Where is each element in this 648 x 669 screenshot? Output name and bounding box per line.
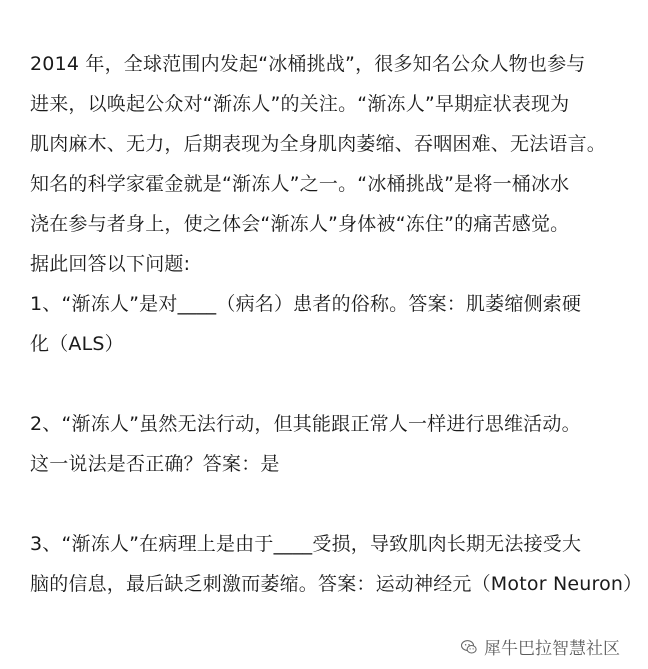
document-body xyxy=(30,44,643,604)
wechat-icon xyxy=(460,638,478,656)
paragraph-line: 进来，以唤起公众对“渐冻人”的关注。“渐冻人”早期症状表现为 xyxy=(30,93,570,115)
blank-line xyxy=(30,484,630,524)
question-2-continued: 这一说法是否正确？答案：是 xyxy=(30,453,280,475)
question-3-continued: 脑的信息，最后缺乏刺激而萎缩。答案：运动神经元（Motor Neuron） xyxy=(30,573,643,595)
question-2: 2、“渐冻人”虽然无法行动，但其能跟正常人一样进行思维活动。 xyxy=(30,413,581,435)
watermark-text: 犀牛巴拉智慧社区 xyxy=(484,639,620,659)
paragraph-line: 知名的科学家霍金就是“渐冻人”之一。“冰桶挑战”是将一桶冰水 xyxy=(30,173,570,195)
watermark xyxy=(460,634,620,659)
question-intro: 据此回答以下问题: xyxy=(30,253,191,275)
question-1-continued: 化（ALS） xyxy=(30,333,124,355)
paragraph-line: 浇在参与者身上，使之体会“渐冻人”身体被“冻住”的痛苦感觉。 xyxy=(30,213,570,235)
question-3: 3、“渐冻人”在病理上是由于____受损，导致肌肉长期无法接受大 xyxy=(30,533,582,555)
question-1: 1、“渐冻人”是对____（病名）患者的俗称。答案：肌萎缩侧索硬 xyxy=(30,293,582,315)
blank-line xyxy=(30,364,630,404)
paragraph-line: 2014 年，全球范围内发起“冰桶挑战”，很多知名公众人物也参与 xyxy=(30,53,586,75)
paragraph-line: 肌肉麻木、无力，后期表现为全身肌肉萎缩、吞咽困难、无法语言。 xyxy=(30,133,607,155)
